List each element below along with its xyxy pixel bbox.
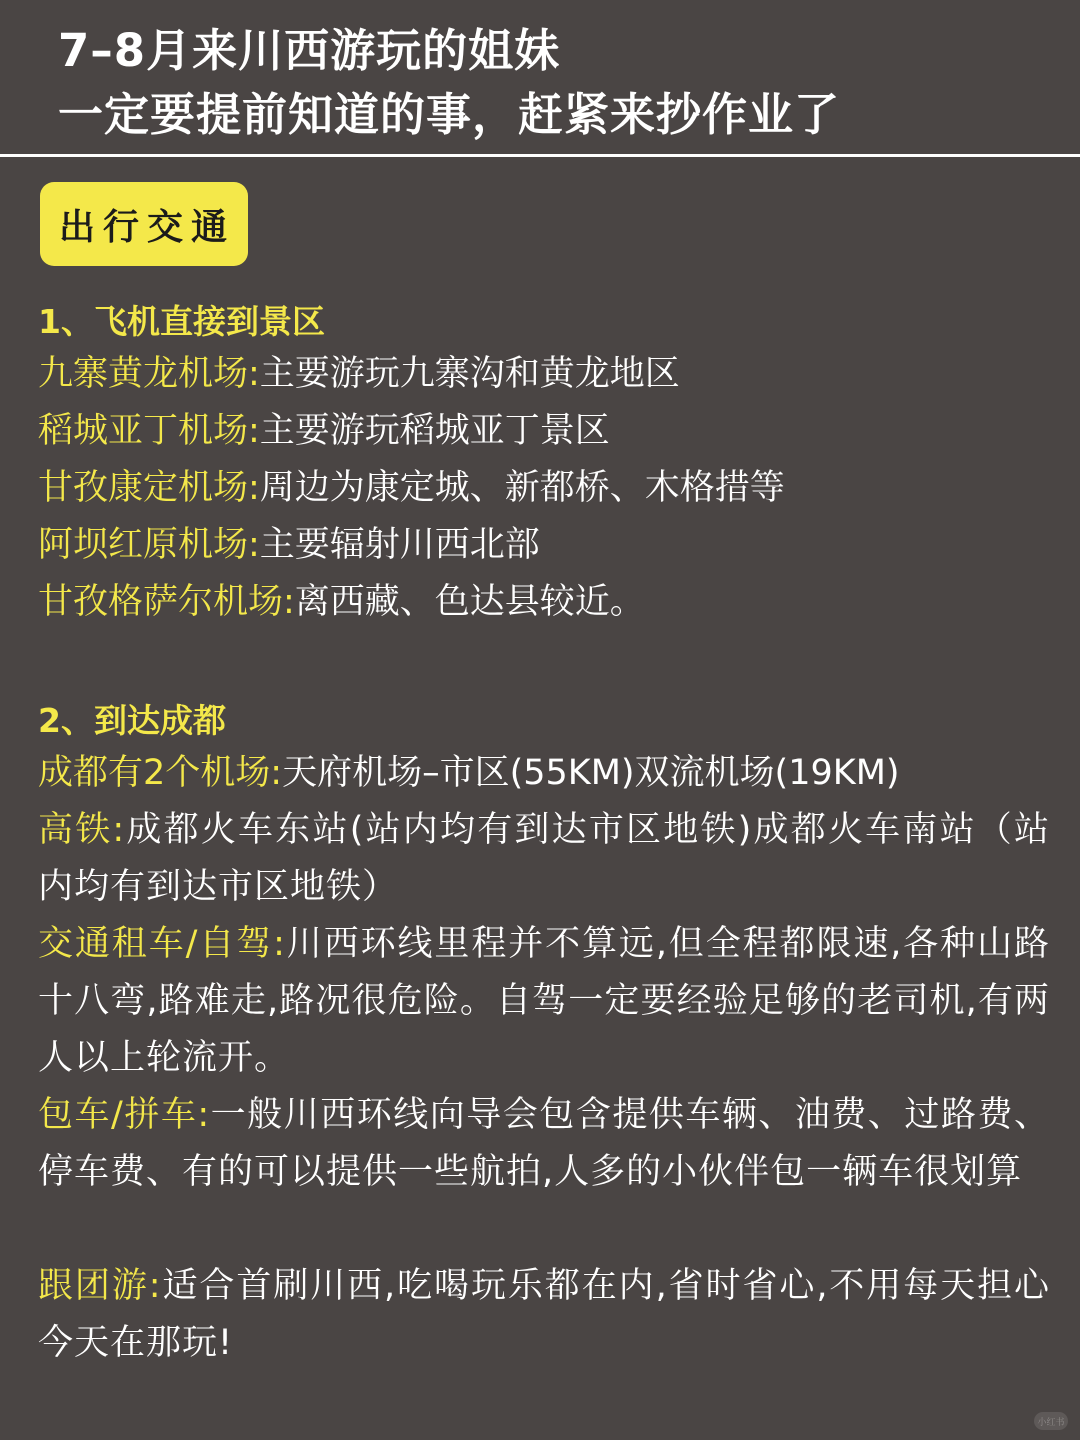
item-text: 离西藏、色达县较近。 xyxy=(294,582,645,622)
item-label: 包车/拼车: xyxy=(38,1095,211,1135)
item-text: 成都火车东站(站内均有到达市区地铁)成都火车南站（站内均有到达市区地铁） xyxy=(38,810,1051,907)
page-title-line-1: 7–8月来川西游玩的姐妹 xyxy=(58,24,561,77)
item-text: 适合首刷川西,吃喝玩乐都在内,省时省心,不用每天担心今天在那玩! xyxy=(38,1266,1050,1363)
item-label: 高铁: xyxy=(38,810,126,850)
item-text: 川西环线里程并不算远,但全程都限速,各种山路十八弯,路难走,路况很危险。自驾一定要经验足够的老司机,有两人以上轮流开。 xyxy=(38,924,1050,1078)
section-2-title: 2、到达成都 xyxy=(38,701,226,740)
item-text: 主要游玩九寨沟和黄龙地区 xyxy=(259,354,680,394)
item-label: 跟团游: xyxy=(38,1266,162,1306)
list-item xyxy=(38,517,1050,574)
list-item xyxy=(38,403,1050,460)
list-item xyxy=(38,1087,1050,1201)
list-item xyxy=(38,574,1050,631)
item-label: 交通租车/自驾: xyxy=(38,924,286,964)
item-text: 主要辐射川西北部 xyxy=(259,525,540,565)
list-item xyxy=(38,346,1050,403)
item-text: 周边为康定城、新都桥、木格措等 xyxy=(259,468,785,508)
item-text: 天府机场–市区(55KM)双流机场(19KM) xyxy=(282,753,900,793)
section-tag-transport: 出行交通 xyxy=(40,182,248,266)
page-header xyxy=(0,0,1080,155)
item-label: 九寨黄龙机场: xyxy=(38,354,260,394)
item-label: 甘孜康定机场: xyxy=(38,468,260,508)
header-divider xyxy=(0,154,1080,157)
list-item xyxy=(38,802,1050,916)
list-item xyxy=(38,916,1050,1087)
item-label: 成都有2个机场: xyxy=(38,753,283,793)
list-item xyxy=(38,1258,1050,1372)
item-label: 甘孜格萨尔机场: xyxy=(38,582,295,622)
list-item xyxy=(38,460,1050,517)
item-label: 稻城亚丁机场: xyxy=(38,411,260,451)
section-1-title: 1、飞机直接到景区 xyxy=(38,302,325,341)
list-item xyxy=(38,745,1050,802)
item-label: 阿坝红原机场: xyxy=(38,525,260,565)
item-text: 一般川西环线向导会包含提供车辆、油费、过路费、停车费、有的可以提供一些航拍,人多的小伙伴包一辆车很划算 xyxy=(38,1095,1050,1192)
item-text: 主要游玩稻城亚丁景区 xyxy=(259,411,610,451)
page-title-line-2: 一定要提前知道的事，赶紧来抄作业了 xyxy=(58,88,841,141)
watermark-logo: 小红书 xyxy=(1034,1412,1068,1430)
